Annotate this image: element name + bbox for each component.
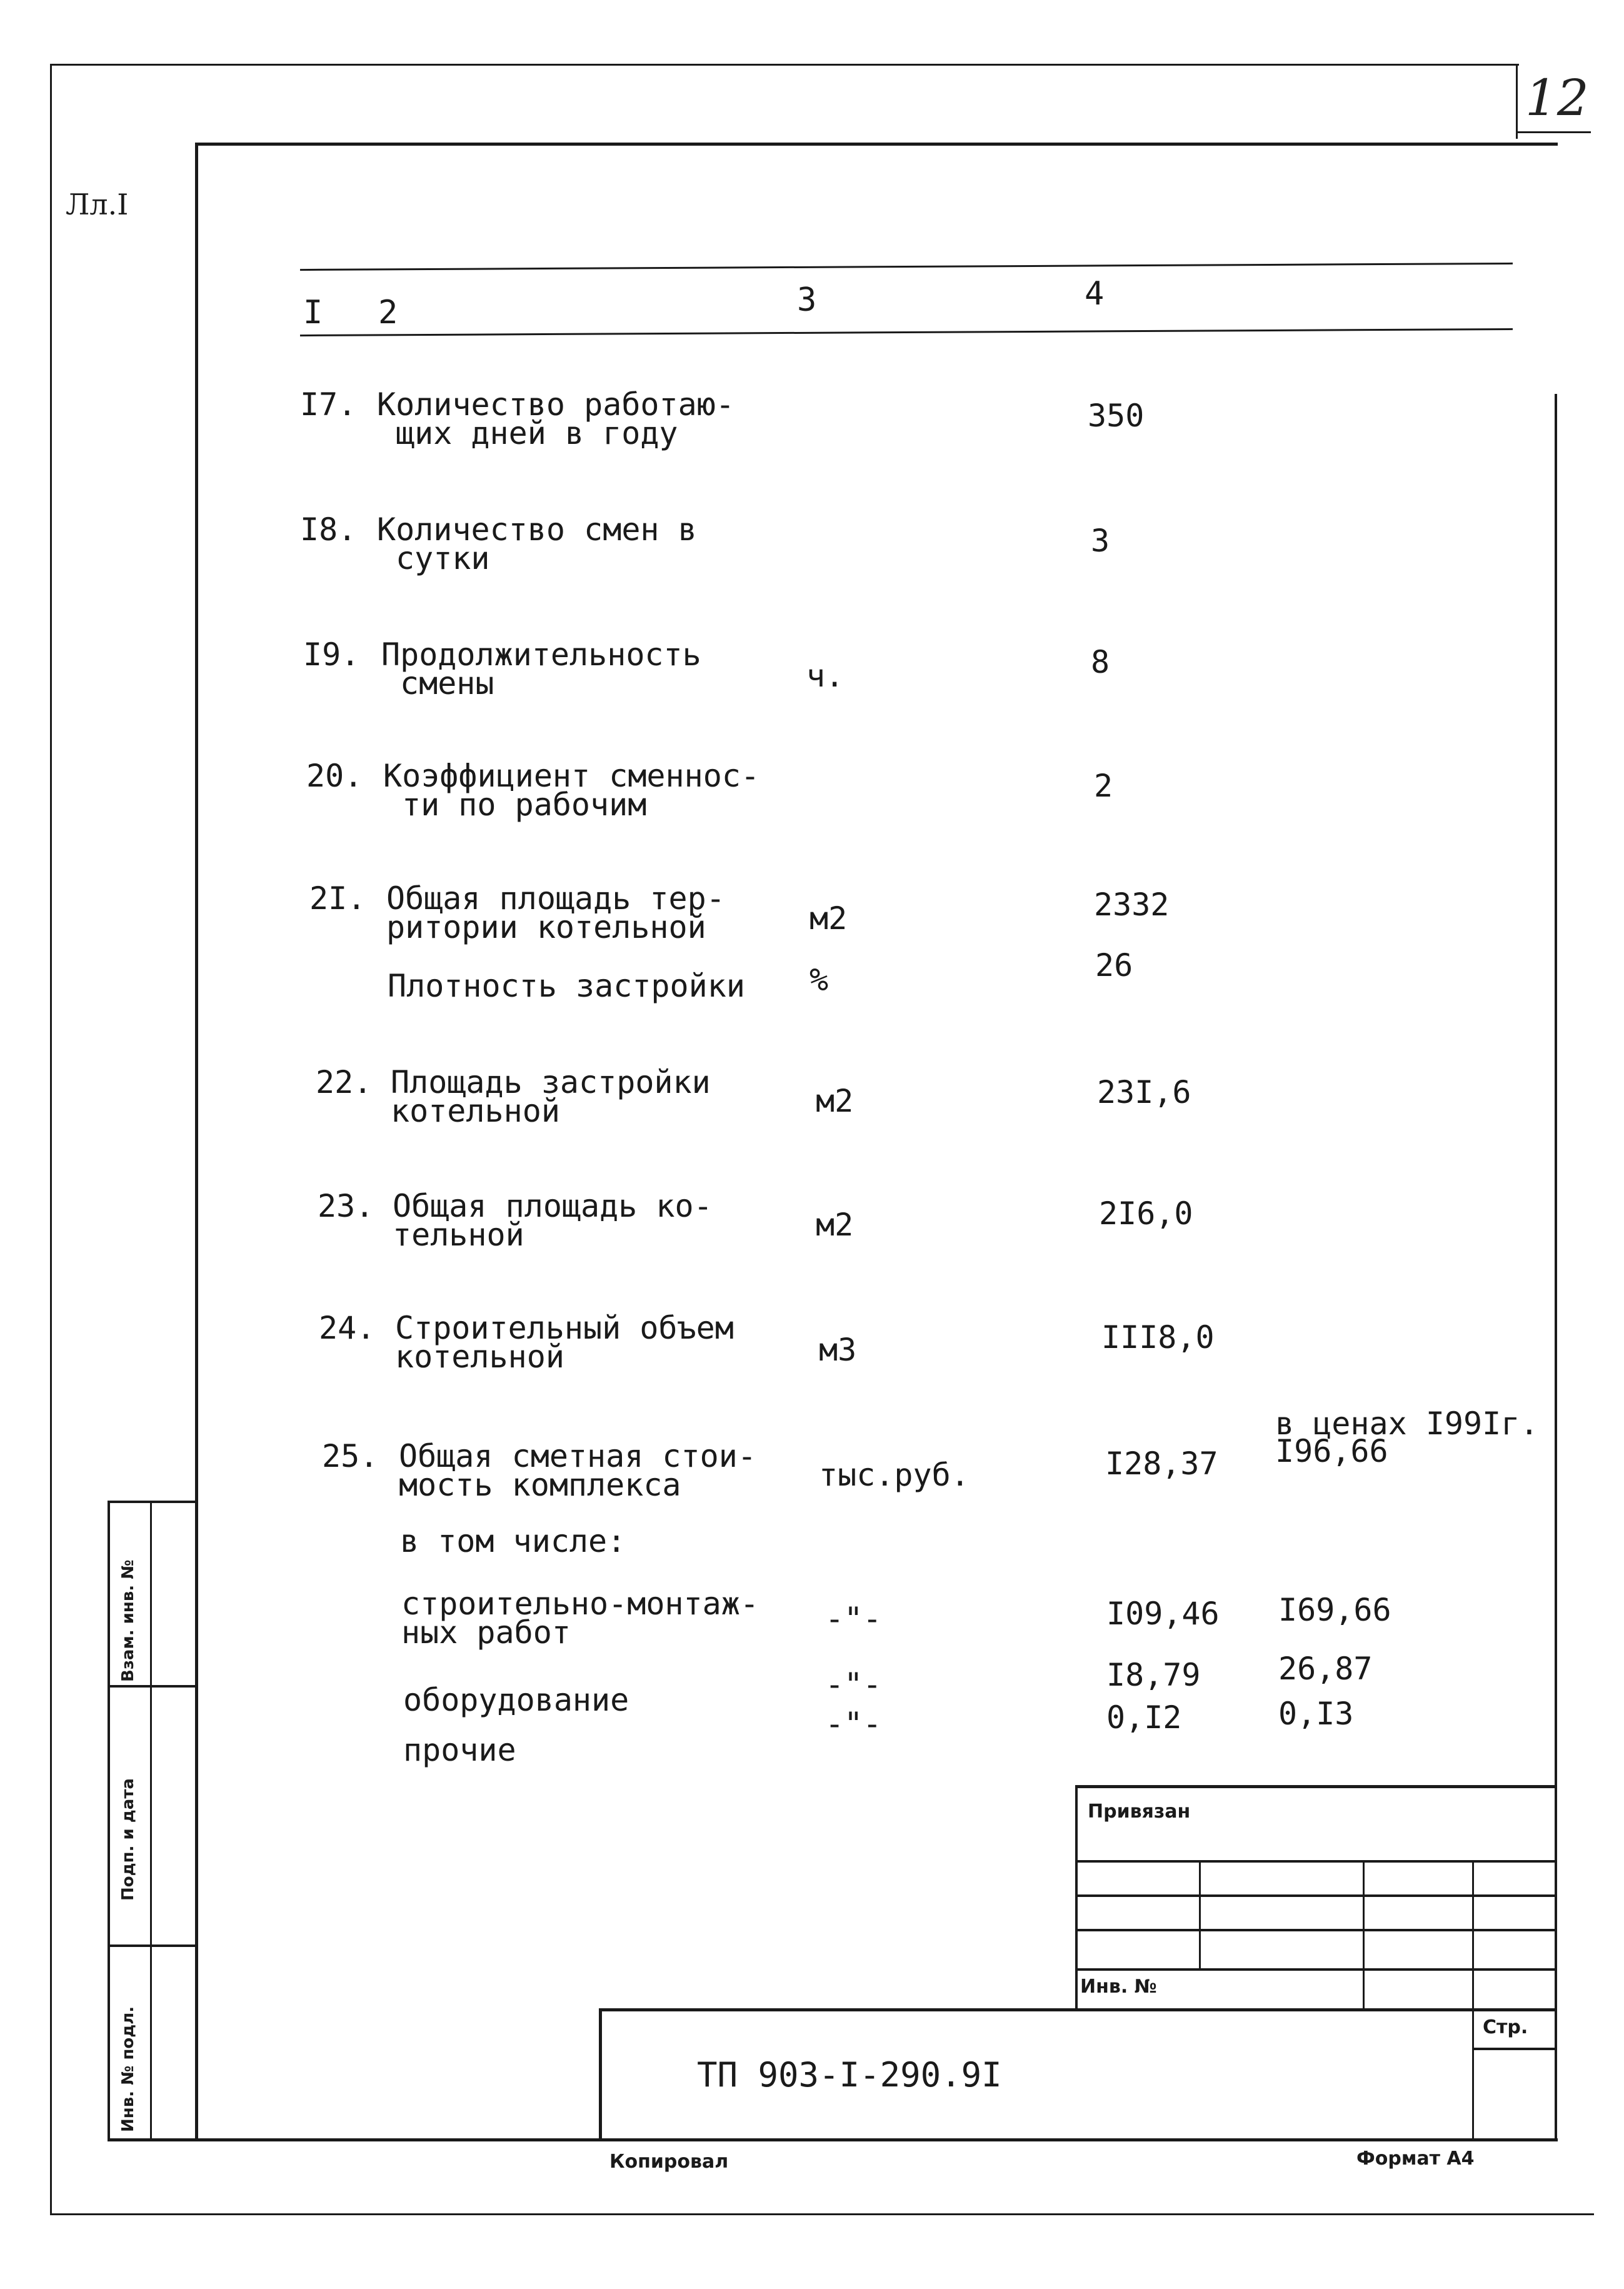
page-number-box-bottom xyxy=(1516,131,1591,133)
row-value: I09,46 xyxy=(1106,1596,1220,1632)
row-name-line1: Строительный объем xyxy=(395,1310,734,1346)
row-unit: м3 xyxy=(819,1332,857,1368)
row-unit: м2 xyxy=(816,1207,854,1243)
row-value: 8 xyxy=(1091,644,1110,680)
row-unit: % xyxy=(809,962,829,998)
row-number: 25. xyxy=(322,1438,379,1474)
row-number: 20. xyxy=(306,758,363,794)
row-name-line1: Количество работаю- xyxy=(377,386,734,423)
document-code: ТП 903-I-290.9I xyxy=(697,2055,1002,2095)
row-note: в ценах I99Iг. xyxy=(1275,1406,1539,1442)
footer-format: Формат А4 xyxy=(1356,2148,1475,2170)
row-number: 22. xyxy=(316,1064,373,1100)
row-value: 2I6,0 xyxy=(1099,1195,1193,1232)
row-name-line1: оборудование xyxy=(403,1682,629,1718)
row-name-line1: строительно-монтаж- xyxy=(401,1586,759,1622)
row-unit: -"- xyxy=(825,1706,882,1742)
row-name-line1: Продолжительность xyxy=(381,636,701,673)
side-stamp-podp-data: Подп. и дата xyxy=(119,1778,138,1901)
row-value: 2 xyxy=(1094,768,1113,804)
inner-frame-left xyxy=(195,143,198,2140)
header-bottom-line xyxy=(300,328,1513,336)
row-unit: -"- xyxy=(825,1666,882,1703)
row-value: 23I,6 xyxy=(1097,1074,1191,1110)
row-value-2: 0,I3 xyxy=(1278,1696,1354,1732)
row-name-line1: Общая сметная стои- xyxy=(399,1438,756,1474)
row-name-line2: смены xyxy=(400,665,494,702)
stamp-row-line-1 xyxy=(1075,1860,1556,1863)
stamp-main-top xyxy=(599,2008,1556,2011)
stamp-upper-left xyxy=(1075,1785,1078,2010)
stamp-page-label: Стр. xyxy=(1483,2016,1528,2038)
row-unit: м2 xyxy=(809,900,848,937)
outer-frame-top xyxy=(50,64,1519,66)
row-unit: м2 xyxy=(816,1083,854,1119)
row-number: I7. xyxy=(300,386,357,423)
column-header-1: I xyxy=(303,294,323,331)
row-value: 3 xyxy=(1091,523,1110,559)
row-unit: -"- xyxy=(825,1601,882,1637)
footer-copied: Копировал xyxy=(609,2151,729,2173)
page-number: 12 xyxy=(1525,69,1589,127)
stamp-page-divider xyxy=(1472,2048,1556,2050)
row-name-line2: щих дней в году xyxy=(396,415,678,451)
stamp-row-line-4 xyxy=(1075,1968,1556,1971)
stamp-row-line-2 xyxy=(1075,1894,1556,1897)
stamp-main-left xyxy=(599,2008,602,2140)
outer-frame-left xyxy=(50,64,52,2215)
column-header-3: 3 xyxy=(797,281,817,319)
row-number: 2I. xyxy=(309,880,366,917)
side-stamp-divider-2 xyxy=(108,1944,196,1947)
row-value-2: I96,66 xyxy=(1275,1433,1388,1469)
header-top-line xyxy=(300,263,1513,271)
row-number: 24. xyxy=(319,1310,376,1346)
page-number-box-left xyxy=(1516,64,1518,139)
row-value: 0,I2 xyxy=(1106,1699,1182,1736)
row-value-2: 26,87 xyxy=(1278,1651,1373,1687)
row-name-line2: сутки xyxy=(396,540,490,576)
side-stamp-inv-podl: Инв. № подл. xyxy=(119,2006,138,2132)
inner-frame-right xyxy=(1555,394,1557,2141)
side-stamp-inner-left xyxy=(150,1501,152,2140)
row-number: I8. xyxy=(300,511,357,548)
side-stamp-top xyxy=(108,1501,196,1503)
outer-frame-bottom xyxy=(50,2213,1594,2215)
row-value: III8,0 xyxy=(1101,1319,1215,1356)
row-name-line1: Площадь застройки xyxy=(391,1064,711,1100)
stamp-inv-no: Инв. № xyxy=(1080,1976,1157,1998)
row-name-line1: Общая площадь ко- xyxy=(393,1188,713,1224)
row-name-line1: Коэффициент сменнос- xyxy=(383,758,760,794)
side-stamp-divider-1 xyxy=(108,1685,196,1688)
column-header-4: 4 xyxy=(1085,275,1105,313)
stamp-col-2 xyxy=(1363,1860,1365,2010)
row-value: 26 xyxy=(1095,947,1133,984)
sheet-label: Лл.I xyxy=(66,188,129,221)
row-value-2: I69,66 xyxy=(1278,1592,1391,1628)
stamp-col-3 xyxy=(1472,1860,1474,2140)
stamp-upper-top xyxy=(1075,1785,1556,1788)
row-name-line2: котельной xyxy=(395,1339,564,1375)
row-value: I8,79 xyxy=(1106,1657,1201,1693)
inner-frame-bottom xyxy=(108,2138,1558,2141)
stamp-col-1 xyxy=(1199,1860,1201,1970)
row-name-line2: тельной xyxy=(393,1217,524,1253)
row-number: I9. xyxy=(303,636,360,673)
row-number: 23. xyxy=(318,1188,374,1224)
row-unit: тыс.руб. xyxy=(819,1457,970,1493)
row-name-line2: ритории котельной xyxy=(386,909,706,945)
row-value: 2332 xyxy=(1094,887,1170,923)
row-name-line1: в том числе: xyxy=(400,1523,626,1559)
row-name-line1: Плотность застройки xyxy=(388,968,745,1004)
row-name-line2: котельной xyxy=(391,1093,560,1129)
stamp-privyazan: Привязан xyxy=(1088,1801,1191,1823)
row-value: I28,37 xyxy=(1105,1446,1218,1482)
row-unit: ч. xyxy=(806,658,845,694)
row-name-line1: прочие xyxy=(403,1732,516,1768)
row-name-line2: ных работ xyxy=(401,1614,571,1651)
side-stamp-outer-left xyxy=(108,1501,110,2140)
row-value: 350 xyxy=(1088,398,1145,434)
row-name-line1: Общая площадь тер- xyxy=(386,880,725,917)
column-header-2: 2 xyxy=(378,294,398,331)
row-name-line2: ти по рабочим xyxy=(402,787,647,823)
inner-frame-top xyxy=(195,143,1558,146)
side-stamp-vzam-inv: Взам. инв. № xyxy=(119,1559,138,1682)
row-name-line1: Количество смен в xyxy=(377,511,697,548)
row-name-line2: мость комплекса xyxy=(399,1467,681,1503)
stamp-row-line-3 xyxy=(1075,1929,1556,1931)
